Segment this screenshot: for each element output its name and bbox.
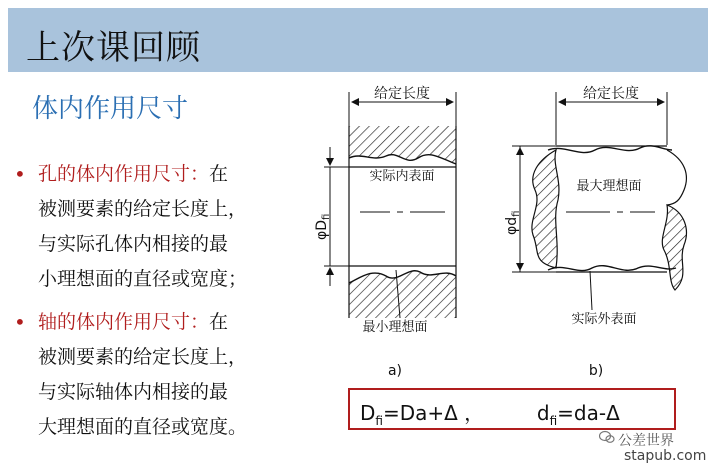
bullet-line: 大理想面的直径或宽度。 [38, 416, 248, 438]
chat-bubble-icon [599, 430, 615, 444]
formula-left-expr: =Da+Δ ， [382, 401, 485, 425]
dim-label-dfi: $\varphi d_{fi}$ [504, 210, 522, 235]
formula-box [348, 388, 676, 430]
formula-left-symbol: D [360, 401, 376, 425]
formula-right-symbol: d [536, 401, 550, 425]
bullet-line: 被测要素的给定长度上， [38, 346, 248, 368]
diagram-hole [314, 85, 456, 379]
right-break-line [667, 150, 686, 205]
caption-a: a) [387, 363, 403, 379]
formula-right-sub: fi [549, 414, 558, 428]
given-length-label: 给定长度 [583, 86, 639, 102]
bullet-term: 轴的体内作用尺寸： [38, 311, 210, 333]
actual-outer-surface-bottom [548, 266, 676, 271]
bullet-line: 被测要素的给定长度上， [38, 198, 248, 220]
formula [360, 397, 620, 428]
dim-label-Dfi: $\varphi D_{fi}$ [314, 213, 332, 240]
left-break-hatch [532, 150, 559, 268]
given-length-label: 给定长度 [374, 86, 430, 102]
bullet-dot: • [14, 162, 26, 186]
bottom-wall-hatch [349, 271, 456, 318]
bullet-term: 孔的体内作用尺寸： [38, 163, 210, 185]
max-ideal-surface-label: 最大理想面 [576, 179, 642, 194]
actual-outer-surface-top [548, 146, 672, 153]
bullet-line: 与实际轴体内相接的最 [38, 381, 229, 403]
watermark-url: stapub.com [624, 448, 707, 464]
bullet-line: 在 [209, 311, 229, 333]
formula-right-expr: =da-Δ [557, 401, 620, 425]
bullet-line: 在 [209, 163, 229, 185]
min-ideal-surface-label: 最小理想面 [362, 320, 428, 335]
formula-left-sub: fi [375, 414, 383, 428]
section-subtitle: 体内作用尺寸 [32, 94, 189, 124]
caption-b: b) [588, 363, 604, 379]
actual-inner-surface-label: 实际内表面 [369, 169, 435, 184]
diagram-shaft [504, 85, 686, 379]
watermark-brand: 公差世界 [618, 433, 674, 449]
page-title: 上次课回顾 [26, 28, 201, 68]
leader-line [590, 271, 592, 310]
actual-outer-surface-label: 实际外表面 [571, 312, 637, 327]
bullet-dot: • [14, 310, 26, 334]
bullet-line: 与实际孔体内相接的最 [38, 233, 229, 255]
bullet-line: 小理想面的直径或宽度； [38, 268, 248, 290]
right-break-hatch [662, 205, 686, 290]
